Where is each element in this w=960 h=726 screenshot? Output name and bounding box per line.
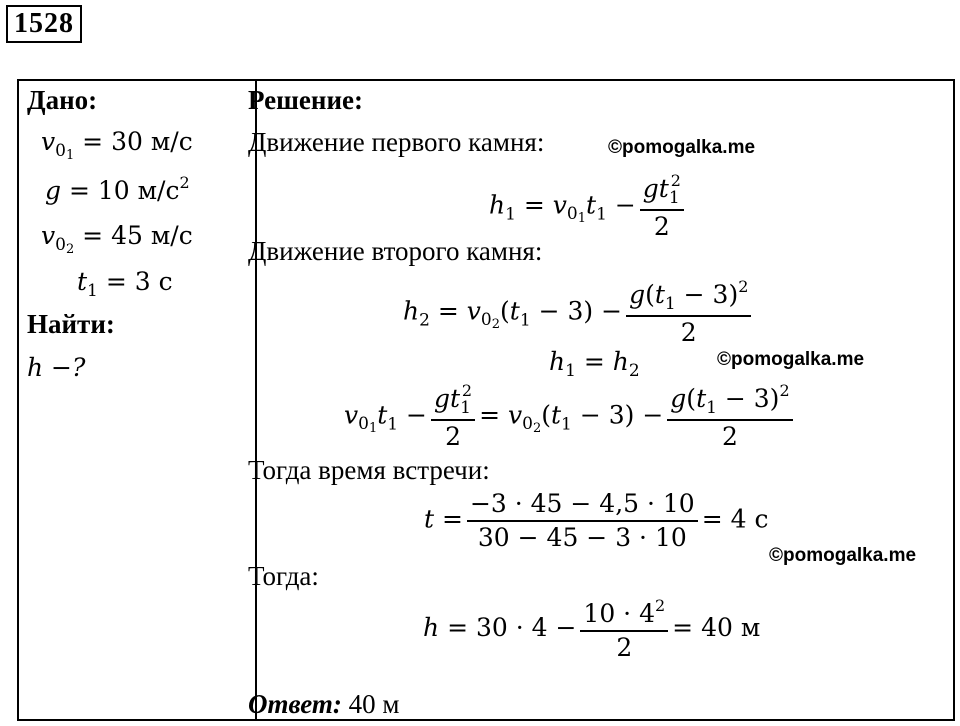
formula-time: t = $\frac{-3 \cdot 45 - 4,5 \cdot 10}{30 - 45 - 3 \cdot 10}$ = 4 с	[424, 489, 769, 552]
given-g: g = 10 $м/с^2$	[45, 173, 190, 205]
watermark-1: ©pomogalka.me	[608, 137, 756, 158]
answer: Ответ: 40 м	[248, 689, 400, 719]
given-t1: $t_1 = 3$ с	[77, 267, 173, 301]
formula-combined: $v_{01}t_1$ − $\frac{gt_1^2}{2}$ = $v_{02}(t_1 - 3)$ − $\frac{g(t_1 - 3)^2}{2}$	[344, 381, 797, 453]
formula-equal-heights: $h_1 = h_2$	[549, 347, 640, 381]
watermark-3: ©pomogalka.me	[769, 545, 917, 566]
given-header: Дано:	[27, 85, 98, 115]
solution-line-then: Тогда:	[248, 561, 319, 591]
formula-h1: $h_1 = v_{01}t_1$ − $\frac{gt_1^2}{2}$	[489, 171, 688, 243]
given-v02: $v_{02} = 45$ м/с	[41, 221, 193, 257]
given-v01: $v_{01} = 30$ м/с	[41, 127, 193, 163]
column-divider	[255, 81, 257, 719]
problem-number: 1528	[6, 5, 82, 43]
find-header: Найти:	[27, 309, 115, 339]
find-value: h −?	[27, 353, 86, 382]
solution-table	[17, 79, 955, 721]
solution-line-second-stone: Движение второго камня:	[248, 236, 543, 266]
watermark-2: ©pomogalka.me	[717, 349, 865, 370]
solution-line-meeting-time: Тогда время встречи:	[248, 455, 490, 485]
formula-height: h = 30 · 4 − $\frac{10 \cdot 4^2}{2}$ = 40 м	[423, 596, 761, 662]
solution-line-first-stone: Движение первого камня:	[248, 127, 545, 157]
solution-header: Решение:	[248, 85, 363, 115]
formula-h2: $h_2 = v_{02}(t_1 - 3)$ − $\frac{g(t_1 - 3)^2}{2}$	[403, 277, 755, 349]
